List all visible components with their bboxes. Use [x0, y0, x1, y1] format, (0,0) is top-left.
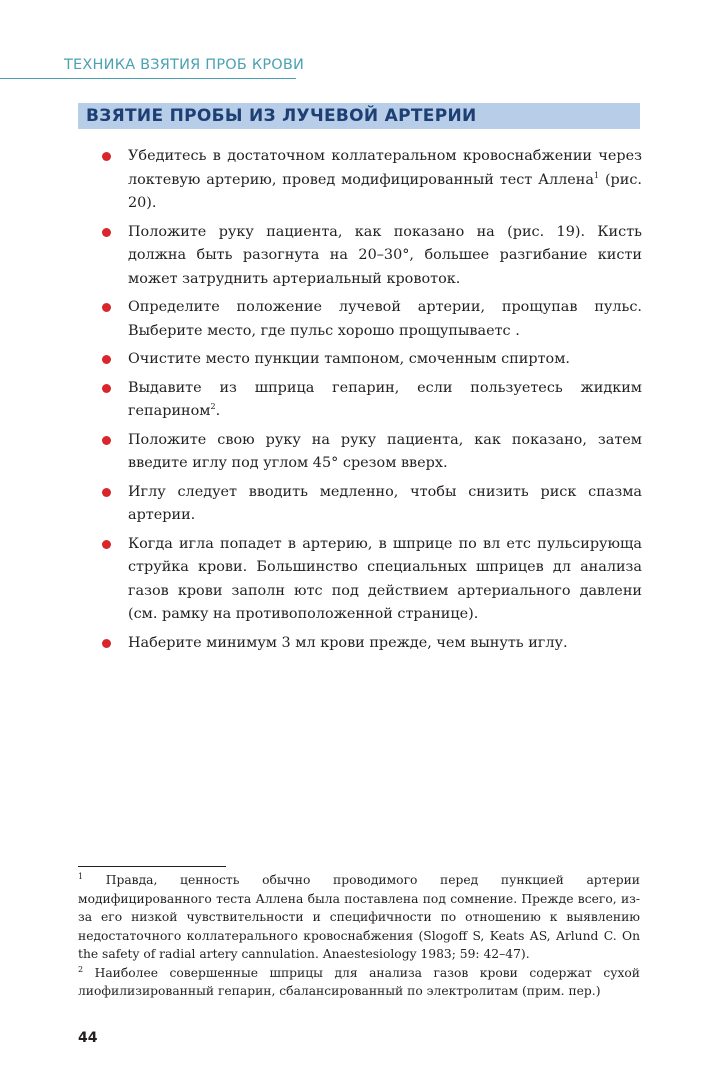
footnote-mark: 1 [78, 871, 84, 881]
page-number: 44 [78, 1030, 98, 1046]
footnote-divider [78, 866, 226, 867]
step-text: Выдавите из шприца гепарин, если пользуетесь жидким гепарином [128, 379, 642, 419]
bullet-icon [102, 639, 111, 648]
step-text: Определите положение лучевой артерии, прощупав пульс. Выберите место, где пульс хорошо прощупываетс . [128, 299, 642, 339]
list-item [102, 632, 642, 656]
step-text-tail: . [215, 403, 221, 419]
bullet-icon [102, 303, 111, 312]
list-item [102, 429, 642, 476]
list-item [102, 533, 642, 627]
procedure-steps-list [102, 145, 642, 660]
bullet-icon [102, 540, 111, 549]
step-text: Наберите минимум 3 мл крови прежде, чем вынуть иглу. [128, 634, 568, 651]
footnote-ref[interactable]: 1 [593, 170, 600, 180]
step-text: Иглу следует вводить медленно, чтобы снизить риск спазма артерии. [128, 483, 642, 523]
footnotes [78, 871, 640, 1001]
bullet-icon [102, 384, 111, 393]
list-item [102, 221, 642, 292]
step-text: Положите руку пациента, как показано на (рис. 19). Кисть должна быть разогнута на 20–30°, большее разгибание кисти может затруднить артериальный кровоток. [128, 223, 642, 287]
footnote-text: Наиболее совершенные шприцы для анализа газов крови содержат сухой лиофилизированный гепарин, сбалансированный по электролитам (прим. пер.) [78, 965, 640, 998]
list-item [102, 377, 642, 424]
bullet-icon [102, 488, 111, 497]
header-rule [0, 78, 296, 79]
bullet-icon [102, 152, 111, 161]
footnote-ref[interactable]: 2 [210, 402, 216, 412]
footnote-mark: 2 [78, 964, 84, 974]
footnote-1 [78, 871, 640, 964]
step-text: Положите свою руку на руку пациента, как показано, затем введите иглу под углом 45° срезом вверх. [128, 431, 642, 471]
step-text: Когда игла попадет в артерию, в шприце по вл етс пульсирующа струйка крови. Большинство специальных шприцев дл анализа газов крови заполн ютс под действием артериального давлени (см. рамку на противоположенной странице). [128, 535, 642, 622]
footnote-2 [78, 964, 640, 1001]
step-text: Очистите место пункции тампоном, смоченным спиртом. [128, 351, 570, 367]
bullet-icon [102, 228, 111, 237]
running-head-title: ТЕХНИКА ВЗЯТИЯ ПРОБ КРОВИ [64, 57, 305, 73]
section-title: ВЗЯТИЕ ПРОБЫ ИЗ ЛУЧЕВОЙ АРТЕРИИ [86, 106, 477, 126]
step-text: Убедитесь в достаточном коллатеральном кровоснабжении через локтевую артерию, провед модифицированный тест Аллена [128, 148, 642, 188]
footnote-text: Правда, ценность обычно проводимого перед пункцией артерии модифицированного теста Аллена была поставлена под сомнение. Прежде всего, из-за его низкой чувствительности и специфичности по отношению к выявлению недостаточного коллатерального кровоснабжения (Slogoff S, Keats AS, Arlund C. On the safety of radial artery cannulation. Anaestesiology 1983; 59: 42–47). [78, 873, 640, 961]
list-item [102, 481, 642, 528]
step-text-tail: (рис. 20). [128, 171, 642, 211]
bullet-icon [102, 436, 111, 445]
list-item [102, 145, 642, 216]
bullet-icon [102, 355, 111, 364]
list-item [102, 348, 642, 372]
list-item [102, 296, 642, 343]
